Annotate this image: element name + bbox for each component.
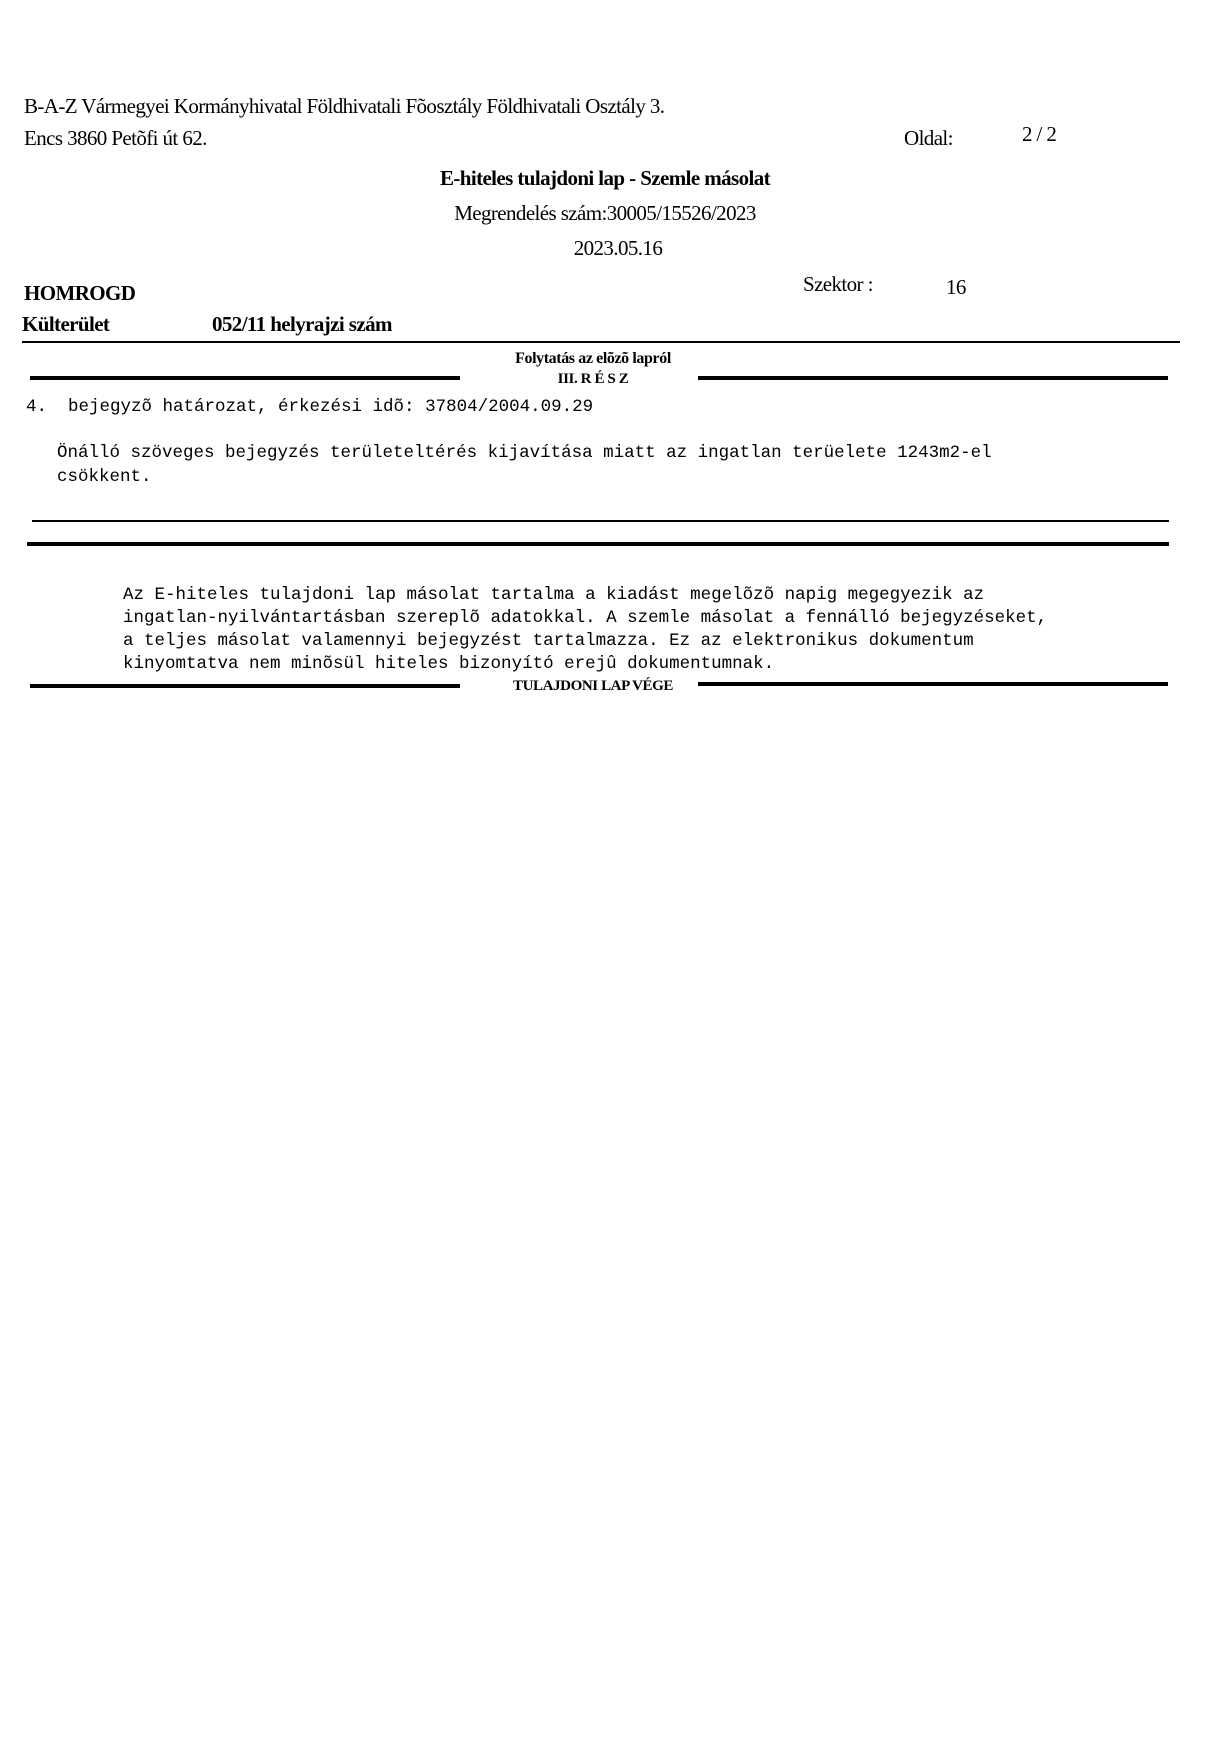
office-address: Encs 3860 Petõfi út 62. bbox=[24, 126, 207, 150]
section-part: III. R É S Z bbox=[557, 371, 629, 387]
sector-value: 16 bbox=[946, 275, 966, 299]
notice-line1: Az E-hiteles tulajdoni lap másolat tartalma a kiadást megelõzõ napig megegyezik az bbox=[123, 585, 985, 605]
continuation-heading: Folytatás az elõzõ lapról bbox=[515, 350, 671, 367]
page-number: 2 / 2 bbox=[1022, 122, 1057, 146]
entry-text-line1: Önálló szöveges bejegyzés területeltérés kijavítása miatt az ingatlan terüelete 1243m2-el bbox=[57, 443, 992, 463]
end-label: TULAJDONI LAP VÉGE bbox=[512, 678, 674, 694]
page-label: Oldal: bbox=[904, 126, 953, 150]
document-title: E-hiteles tulajdoni lap - Szemle másolat bbox=[439, 166, 771, 190]
office-name: B-A-Z Vármegyei Kormányhivatal Földhivatali Fõosztály Földhivatali Osztály 3. bbox=[24, 94, 665, 118]
notice-line2: ingatlan-nyilvántartásban szereplõ adatokkal. A szemle másolat a fennálló bejegyzéseket, bbox=[123, 608, 1048, 628]
entry-divider bbox=[32, 520, 1169, 522]
issue-date: 2023.05.16 bbox=[573, 236, 663, 260]
entries-end-rule bbox=[27, 542, 1169, 546]
header-divider bbox=[22, 341, 1180, 343]
entry-line: 4. bejegyzõ határozat, érkezési idõ: 37804/2004.09.29 bbox=[26, 397, 594, 417]
sector-label: Szektor : bbox=[803, 272, 873, 296]
entry-text-line2: csökkent. bbox=[57, 467, 152, 487]
area-type: Külterület bbox=[22, 312, 110, 336]
order-number: Megrendelés szám:30005/15526/2023 bbox=[454, 201, 756, 225]
parcel-number: 052/11 helyrajzi szám bbox=[212, 312, 392, 336]
notice-line4: kinyomtatva nem minõsül hiteles bizonyító erejû dokumentumnak. bbox=[123, 654, 775, 674]
notice-line3: a teljes másolat valamennyi bejegyzést tartalmazza. Ez az elektronikus dokumentum bbox=[123, 631, 974, 651]
settlement-name: HOMROGD bbox=[24, 281, 136, 305]
